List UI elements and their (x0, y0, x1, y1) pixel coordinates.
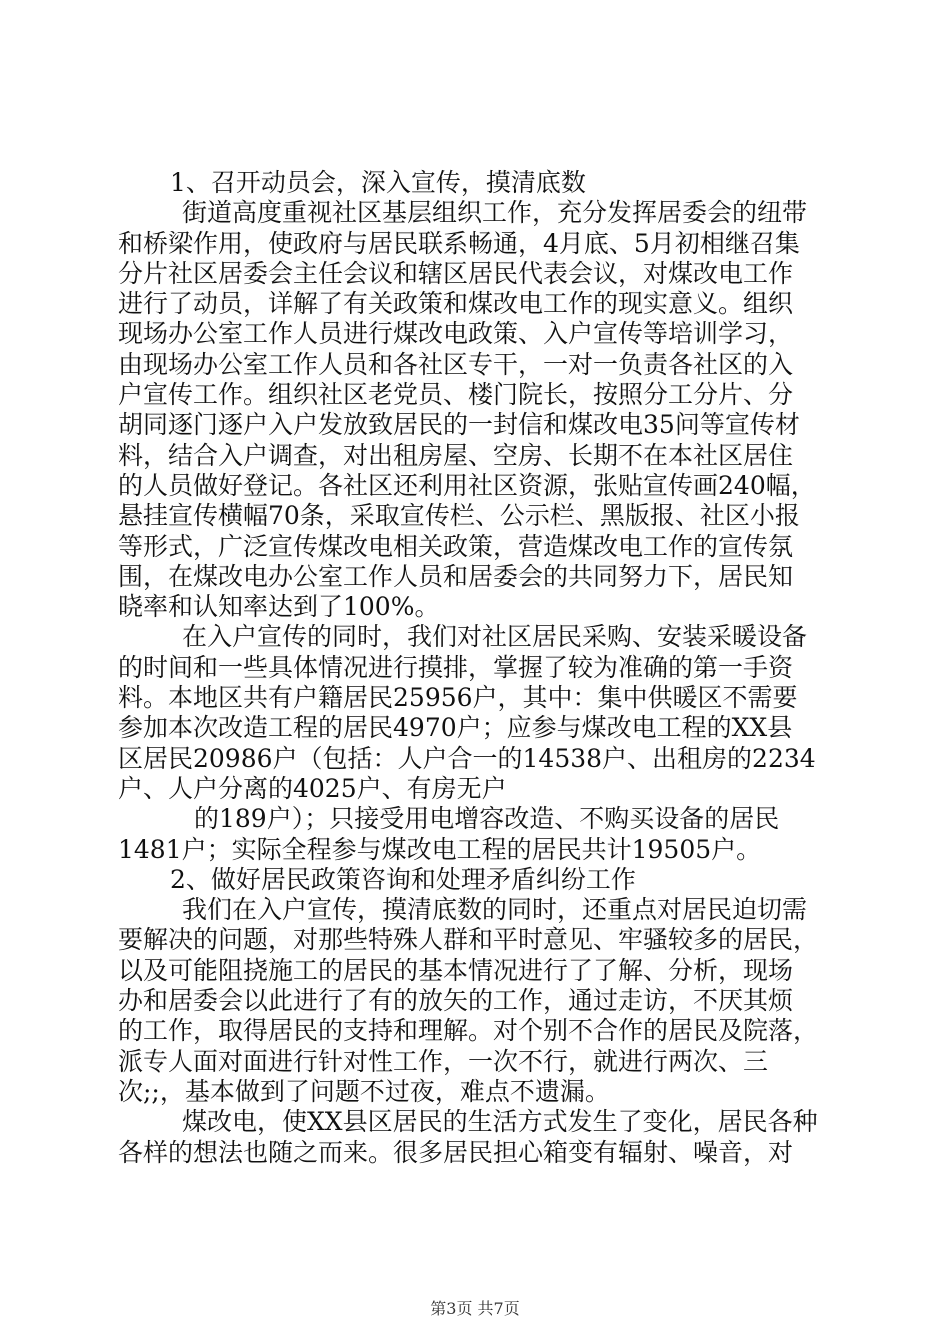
paragraph-line: 派专人面对面进行针对性工作，一次不行，就进行两次、三 (118, 1046, 769, 1076)
paragraph-line: 区居民20986户（包括：人户合一的14538户、出租房的2234 (118, 743, 816, 773)
paragraph-line: 1481户；实际全程参与煤改电工程的居民共计19505户。 (118, 834, 762, 864)
paragraph-line: 的人员做好登记。各社区还利用社区资源，张贴宣传画240幅， (118, 470, 816, 500)
paragraph-line: 办和居委会以此进行了有的放矢的工作，通过走访，不厌其烦 (118, 986, 794, 1016)
paragraph-line: 我们在入户宣传，摸清底数的同时，还重点对居民迫切需 (182, 895, 808, 925)
paragraph-line: 街道高度重视社区基层组织工作，充分发挥居委会的纽带 (182, 198, 808, 228)
paragraph-line: 分片社区居委会主任会议和辖区居民代表会议，对煤改电工作 (118, 258, 794, 288)
paragraph-line: 晓率和认知率达到了100%。 (118, 592, 440, 622)
section-heading-1: 1、召开动员会，深入宣传，摸清底数 (170, 168, 586, 197)
section-heading-2: 2、做好居民政策咨询和处理矛盾纠纷工作 (170, 864, 636, 894)
paragraph-line: 各样的想法也随之而来。很多居民担心箱变有辐射、噪音，对 (118, 1137, 794, 1167)
paragraph-line: 的时间和一些具体情况进行摸排，掌握了较为准确的第一手资 (118, 652, 794, 682)
paragraph-line: 在入户宣传的同时，我们对社区居民采购、安装采暖设备 (182, 622, 808, 652)
page-number-footer: 第3页 共7页 (430, 1299, 520, 1318)
paragraph-line: 进行了动员，详解了有关政策和煤改电工作的现实意义。组织 (118, 289, 794, 319)
paragraph-line: 由现场办公室工作人员和各社区专干，一对一负责各社区的入 (118, 349, 794, 379)
paragraph-line: 煤改电，使XX县区居民的生活方式发生了变化，居民各种 (182, 1107, 818, 1137)
body-text (118, 168, 838, 1168)
paragraph-line: 和桥梁作用，使政府与居民联系畅通，4月底、5月初相继召集 (118, 228, 800, 258)
paragraph-line: 等形式，广泛宣传煤改电相关政策，营造煤改电工作的宣传氛 (118, 531, 794, 561)
paragraph-line: 的189户）；只接受用电增容改造、不购买设备的居民 (194, 804, 780, 834)
paragraph-line: 户宣传工作。组织社区老党员、楼门院长，按照分工分片、分 (118, 380, 794, 410)
paragraph-line: 现场办公室工作人员进行煤改电政策、入户宣传等培训学习， (118, 319, 794, 349)
paragraph-line: 悬挂宣传横幅70条，采取宣传栏、公示栏、黑版报、社区小报 (118, 501, 800, 531)
paragraph-line: 胡同逐门逐户入户发放致居民的一封信和煤改电35问等宣传材 (118, 410, 800, 440)
paragraph-line: 次;;，基本做到了问题不过夜，难点不遗漏。 (118, 1076, 610, 1106)
paragraph-line: 料，结合入户调查，对出租房屋、空房、长期不在本社区居住 (118, 440, 794, 470)
paragraph-line: 的工作，取得居民的支持和理解。对个别不合作的居民及院落， (118, 1016, 819, 1046)
paragraph-line: 料。本地区共有户籍居民25956户，其中：集中供暖区不需要 (118, 683, 798, 713)
paragraph-line: 户、人户分离的4025户、有房无户 (118, 773, 507, 803)
paragraph-line: 参加本次改造工程的居民4970户；应参与煤改电工程的XX县 (118, 713, 793, 743)
paragraph-line: 以及可能阻挠施工的居民的基本情况进行了了解、分析，现场 (118, 955, 794, 985)
paragraph-line: 围，在煤改电办公室工作人员和居委会的共同努力下，居民知 (118, 561, 794, 591)
paragraph-line: 要解决的问题，对那些特殊人群和平时意见、牢骚较多的居民， (118, 925, 819, 955)
